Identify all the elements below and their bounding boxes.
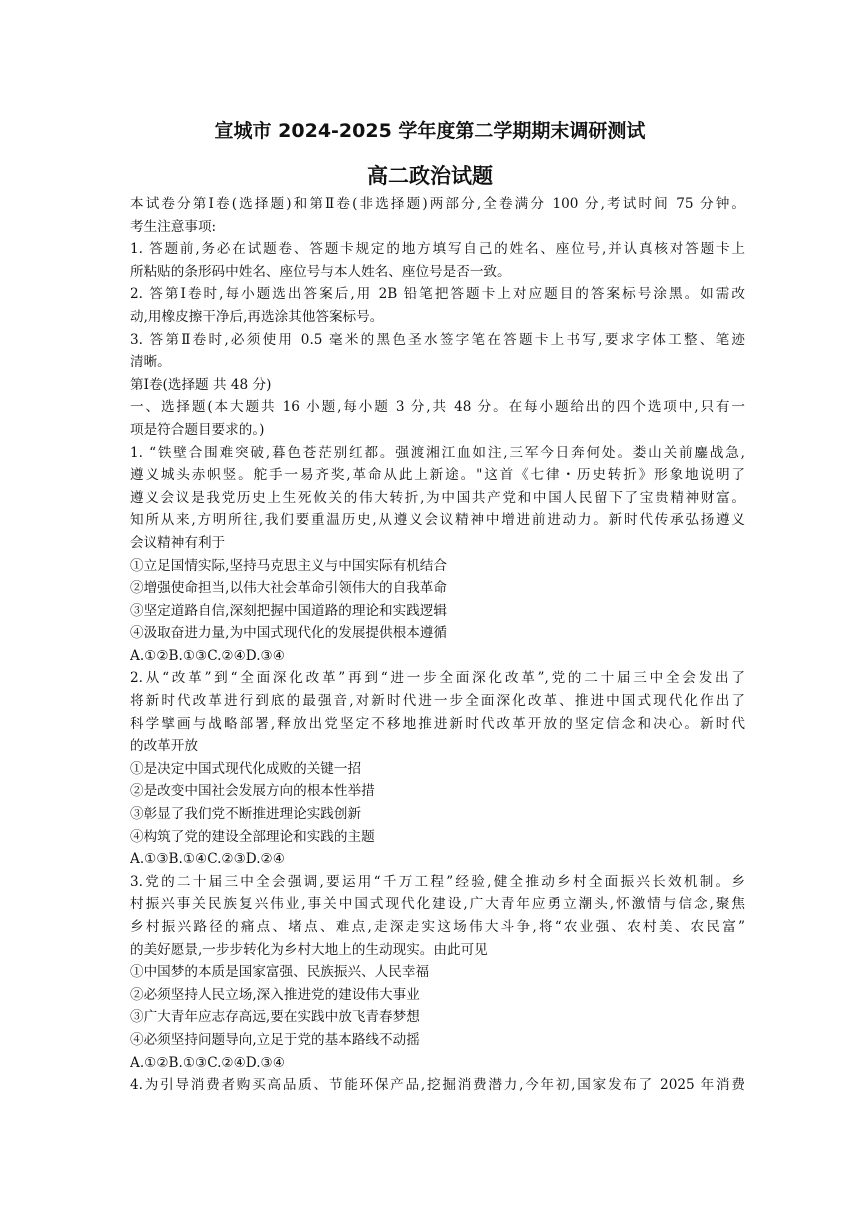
text-line: A.①②B.①③C.②④D.③④: [130, 1054, 285, 1071]
text-line: 乡村振兴路径的痛点、堵点、难点,走深走实这场伟大斗争,将“农业强、农村美、农民富”: [130, 919, 745, 935]
text-line: 一、选择题(本大题共 16 小题,每小题 3 分,共 48 分。在每小题给出的四个选项中,只有一: [130, 399, 745, 416]
text-line: 1. 答题前,务必在试题卷、答题卡规定的地方填写自己的姓名、座位号,并认真核对答题卡上: [130, 241, 745, 258]
text-line: 3. 答第Ⅱ卷时,必须使用 0.5 毫米的黑色圣水签字笔在答题卡上书写,要求字体工整、笔迹: [130, 331, 745, 348]
text-line: ④构筑了党的建设全部理论和实践的主题: [130, 828, 375, 845]
text-line: 科学擘画与战略部署,释放出党坚定不移地推进新时代改革开放的坚定信念和决心。新时代: [130, 715, 745, 732]
text-line: ③广大青年应志存高远,要在实践中放飞青春梦想: [130, 1009, 420, 1026]
text-line: 动,用橡皮擦干净后,再选涂其他答案标号。: [130, 308, 384, 325]
text-line: A.①③B.①④C.②③D.②④: [130, 851, 285, 868]
exam-subtitle: 高二政治试题: [367, 164, 493, 188]
text-line: 第Ⅰ卷(选择题 共 48 分): [130, 376, 272, 393]
text-line: 考生注意事项:: [130, 218, 217, 235]
exam-body: [130, 193, 745, 1097]
text-line: 知所从来,方明所往,我们要重温历史,从遵义会议精神中增进前进动力。新时代传承弘扬遵义: [130, 512, 745, 529]
text-line: ④必须坚持问题导向,立足于党的基本路线不动摇: [130, 1031, 420, 1048]
text-line: ③坚定道路自信,深刻把握中国道路的理论和实践逻辑: [130, 602, 447, 619]
text-line: 本试卷分第Ⅰ卷(选择题)和第Ⅱ卷(非选择题)两部分,全卷满分 100 分,考试时间 75 分钟。: [130, 196, 745, 212]
text-line: ④汲取奋进力量,为中国式现代化的发展提供根本遵循: [130, 625, 447, 642]
text-line: ②增强使命担当,以伟大社会革命引领伟大的自我革命: [130, 580, 447, 597]
text-line: 将新时代改革进行到底的最强音,对新时代进一步全面深化改革、推进中国式现代化作出了: [130, 693, 745, 710]
text-line: ③彰显了我们党不断推进理论实践创新: [130, 806, 362, 823]
text-line: 会议精神有利于: [130, 534, 226, 551]
text-line: 1. “铁壁合围难突破,暮色苍茫别红都。强渡湘江血如注,三军今日奔何处。娄山关前鏖战急,: [130, 444, 745, 461]
text-line: 的改革开放: [130, 738, 198, 755]
text-line: 项是符合题目要求的。): [130, 421, 265, 438]
text-line: ②必须坚持人民立场,深入推进党的建设伟大事业: [130, 986, 420, 1003]
text-line: 3.党的二十届三中全会强调,要运用“千万工程”经验,健全推动乡村全面振兴长效机制。乡: [130, 873, 745, 890]
exam-title: 宣城市 2024-2025 学年度第二学期期末调研测试: [214, 120, 646, 142]
text-line: 遵义会议是我党历史上生死攸关的伟大转折,为中国共产党和中国人民留下了宝贵精神财富。: [130, 489, 745, 506]
text-line: 遵义城头赤帜竖。舵手一易齐奖,革命从此上新途。"这首《七律・历史转折》形象地说明了: [130, 467, 745, 484]
text-line: A.①②B.①③C.②④D.③④: [130, 647, 285, 664]
text-line: ①是决定中国式现代化成败的关键一招: [130, 760, 362, 777]
text-line: 2. 答第Ⅰ卷时,每小题选出答案后,用 2B 铅笔把答题卡上对应题目的答案标号涂黑。如需改: [130, 286, 745, 303]
text-line: ①中国梦的本质是国家富强、民族振兴、人民幸福: [130, 964, 430, 981]
text-line: 2.从“改革”到“全面深化改革”再到“进一步全面深化改革”,党的二十届三中全会发出了: [130, 670, 745, 687]
text-line: 4.为引导消费者购买高品质、节能环保产品,挖掘消费潜力,今年初,国家发布了 2025 年消费: [130, 1077, 745, 1094]
text-line: 所粘贴的条形码中姓名、座位号与本人姓名、座位号是否一致。: [130, 263, 511, 280]
text-line: ②是改变中国社会发展方向的根本性举措: [130, 783, 375, 800]
text-line: 的美好愿景,一步步转化为乡村大地上的生动现实。由此可见: [130, 941, 488, 958]
text-line: 村振兴事关民族复兴伟业,事关中国式现代化建设,广大青年应勇立潮头,怀激情与信念,聚焦: [130, 896, 745, 913]
text-line: ①立足国情实际,坚持马克思主义与中国实际有机结合: [130, 557, 447, 574]
text-line: 清晰。: [130, 354, 171, 371]
